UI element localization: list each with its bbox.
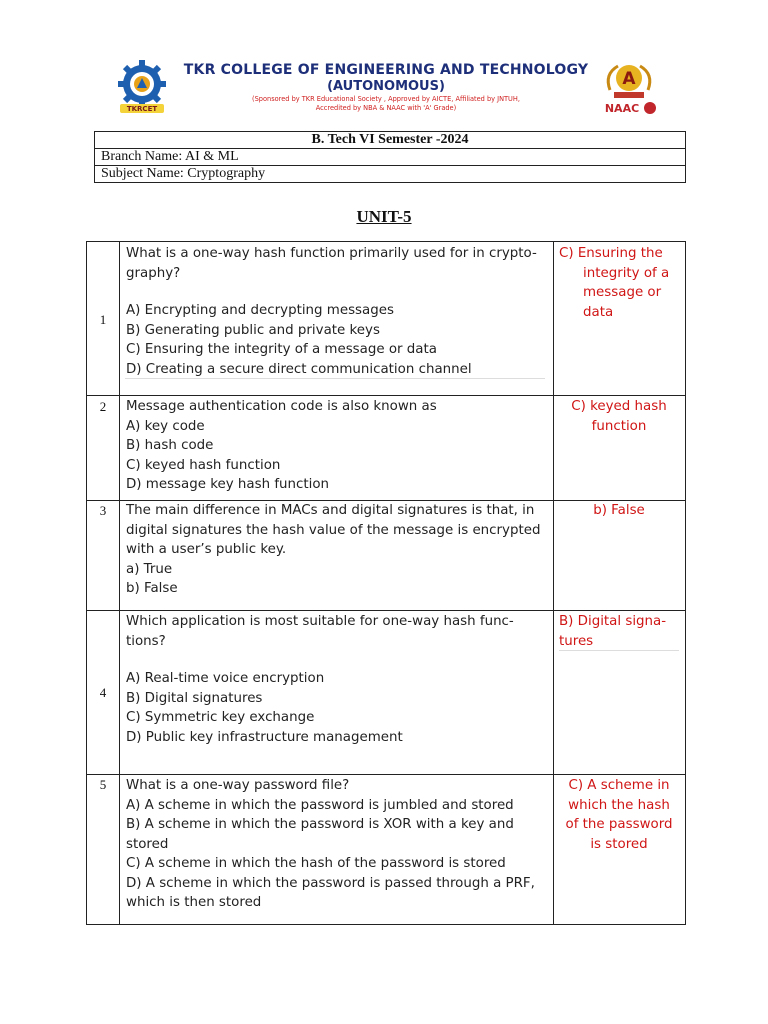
question-text	[126, 612, 514, 747]
number-cell	[87, 611, 120, 774]
college-name: TKR COLLEGE OF ENGINEERING AND TECHNOLOGY	[183, 62, 589, 78]
naac-logo-text: NAAC	[604, 102, 640, 115]
number-cell	[87, 242, 120, 395]
question-row	[86, 241, 686, 396]
question-cell	[119, 396, 554, 500]
answer-text	[559, 612, 666, 651]
answer-text	[553, 776, 685, 854]
divider	[125, 378, 545, 379]
course-info-table	[94, 131, 686, 183]
question-line: What is a one-way password file?	[126, 778, 350, 793]
unit-title: UNIT-5	[356, 207, 412, 226]
college-logo-text: TKRCET	[126, 105, 158, 113]
question-text	[126, 397, 437, 495]
number-cell	[87, 396, 120, 500]
sponsor-line: (Sponsored by TKR Educational Society , Approved by AICTE, Affiliated by JNTUH,	[252, 95, 520, 103]
answer-line: data	[583, 304, 614, 320]
question-number: 4	[99, 685, 107, 700]
number-cell	[87, 501, 120, 610]
question-text	[126, 244, 537, 379]
question-line: The main difference in MACs and digital signatures is that, in	[126, 503, 535, 518]
answer-line: b) False	[593, 503, 645, 518]
option-a: a) True	[126, 561, 173, 577]
answer-cell	[553, 242, 685, 395]
question-text	[126, 776, 535, 913]
question-line: graphy?	[126, 265, 181, 281]
college-header	[112, 58, 668, 120]
question-row	[86, 395, 686, 501]
answer-line: is stored	[590, 836, 648, 852]
option-d: D) Creating a secure direct communication channel	[126, 361, 472, 377]
question-cell	[119, 242, 554, 395]
question-cell	[119, 775, 554, 924]
answer-line: tures	[559, 633, 594, 649]
question-number: 1	[99, 312, 107, 327]
question-number: 5	[99, 777, 107, 792]
option-c: C) Ensuring the integrity of a message or data	[126, 342, 437, 357]
answer-line: which the hash	[568, 797, 670, 813]
question-cell	[119, 501, 554, 610]
answer-text	[559, 244, 669, 322]
option-a: A) Real-time voice encryption	[126, 671, 325, 686]
semester-label: B. Tech VI Semester -2024	[95, 132, 686, 149]
answer-cell	[553, 501, 685, 610]
autonomous-label: (AUTONOMOUS)	[327, 79, 445, 94]
option-d: D) Public key infrastructure management	[126, 729, 403, 745]
answer-text	[553, 501, 685, 521]
answer-line: function	[591, 418, 647, 434]
question-line: Which application is most suitable for one-way hash func-	[126, 614, 514, 629]
question-line: What is a one-way hash function primarily used for in crypto-	[126, 246, 537, 261]
answer-line: C) keyed hash	[571, 399, 667, 414]
option-d: D) A scheme in which the password is passed through a PRF,	[126, 875, 535, 891]
answer-cell	[553, 611, 685, 774]
number-cell	[87, 775, 120, 924]
naac-logo	[596, 60, 662, 116]
option-a: A) key code	[126, 418, 205, 434]
option-a: A) A scheme in which the password is jumbled and stored	[126, 797, 514, 813]
question-line: tions?	[126, 633, 166, 649]
option-b: B) hash code	[126, 438, 214, 453]
question-row	[86, 610, 686, 775]
option-b: B) Generating public and private keys	[126, 322, 380, 338]
question-line: digital signatures the hash value of the message is encrypted	[126, 522, 541, 538]
branch-name: Branch Name: AI & ML	[95, 149, 686, 166]
sponsor-line: Accredited by NBA & NAAC with 'A' Grade)	[315, 104, 457, 112]
naac-grade-letter: A	[622, 69, 636, 89]
question-gap	[126, 651, 514, 669]
option-c: C) A scheme in which the hash of the password is stored	[126, 856, 506, 871]
question-number: 3	[99, 503, 107, 518]
answer-line: integrity of a	[583, 265, 670, 281]
question-row	[86, 774, 686, 925]
question-row	[86, 500, 686, 611]
option-d-cont: which is then stored	[126, 895, 262, 910]
question-number: 2	[99, 399, 107, 414]
answer-line: C) A scheme in	[568, 778, 670, 793]
college-logo	[112, 60, 174, 118]
answer-cell	[553, 396, 685, 500]
question-cell	[119, 611, 554, 774]
answer-text	[553, 397, 685, 436]
option-d: D) message key hash function	[126, 477, 330, 492]
question-line: with a user’s public key.	[126, 542, 287, 557]
option-b: B) Digital signatures	[126, 690, 263, 706]
answer-line: B) Digital signa-	[559, 614, 667, 629]
question-line: Message authentication code is also known as	[126, 399, 437, 414]
option-c: C) Symmetric key exchange	[126, 710, 315, 725]
divider	[559, 650, 679, 651]
question-text	[126, 501, 540, 599]
answer-cell	[553, 775, 685, 924]
answer-line: message or	[583, 285, 662, 300]
answer-line: C) Ensuring the	[559, 246, 663, 261]
option-b-cont: stored	[126, 836, 169, 852]
answer-line: of the password	[565, 817, 673, 832]
option-b: B) A scheme in which the password is XOR with a key and	[126, 817, 514, 832]
questions-table	[86, 241, 686, 925]
sponsor-text	[174, 95, 598, 113]
question-gap	[126, 283, 537, 301]
subject-name: Subject Name: Cryptography	[95, 166, 686, 183]
option-a: A) Encrypting and decrypting messages	[126, 303, 394, 318]
option-b: b) False	[126, 581, 178, 596]
option-c: C) keyed hash function	[126, 457, 281, 473]
